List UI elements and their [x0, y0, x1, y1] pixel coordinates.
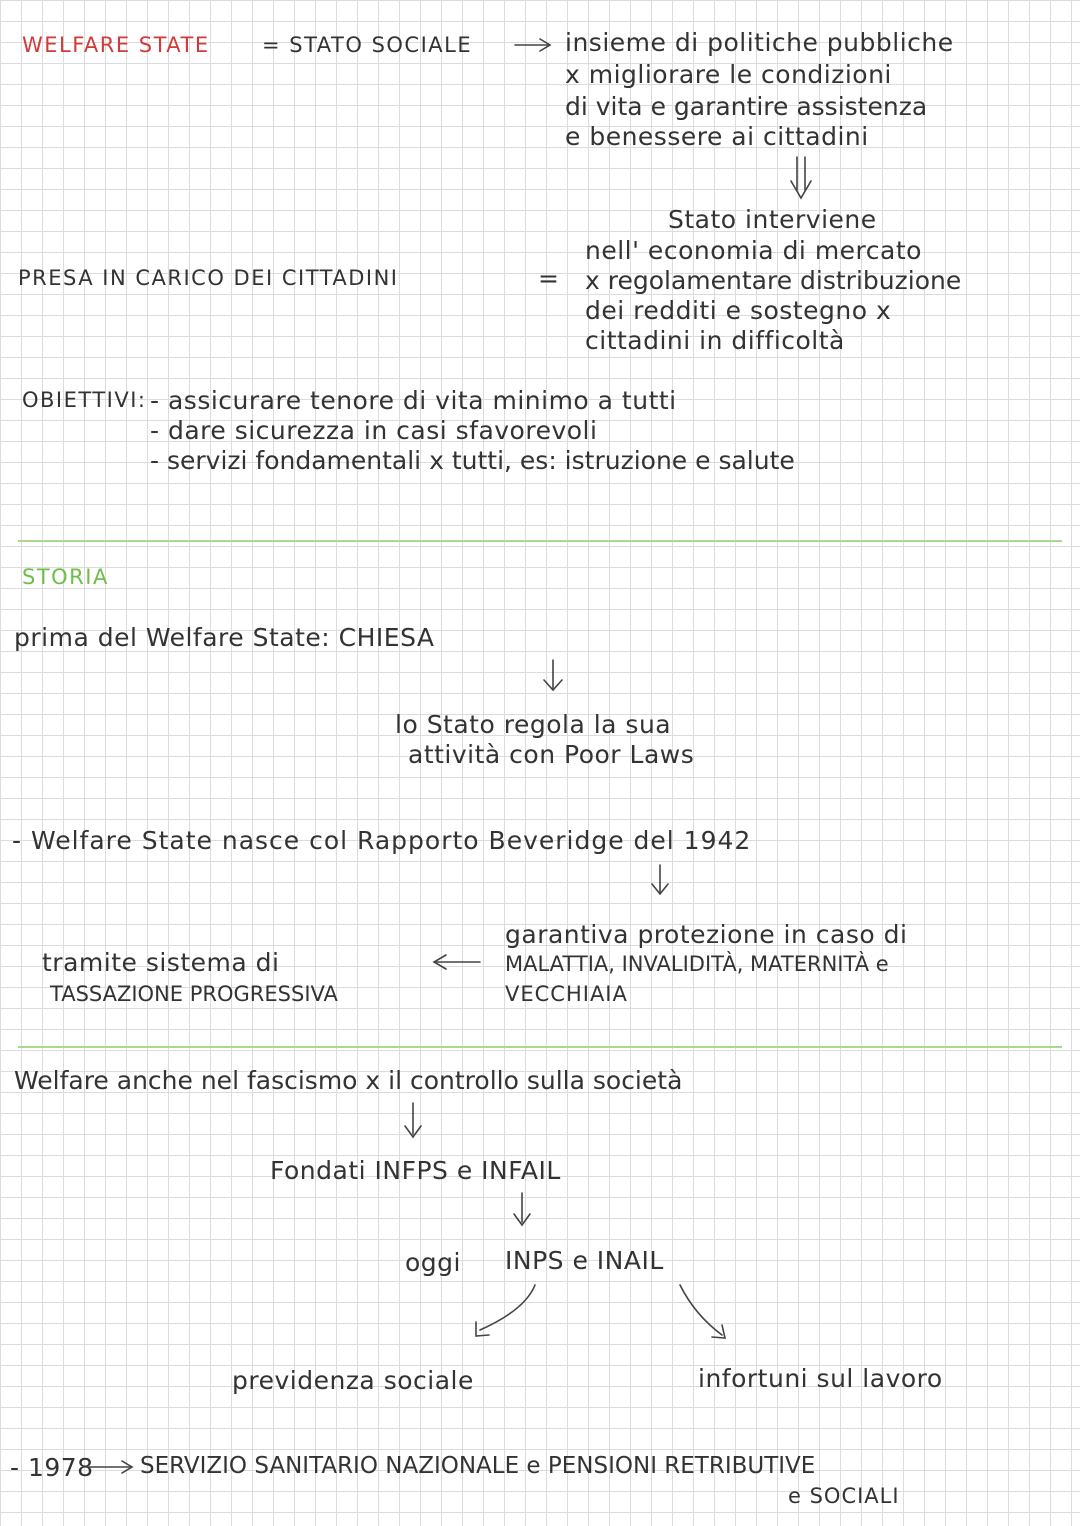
arrow-down-beveridge — [652, 865, 668, 894]
arrow-to-infortuni — [680, 1285, 725, 1338]
storia-heading: STORIA — [22, 565, 109, 589]
definition-line-4: e benessere ai cittadini — [565, 122, 869, 151]
left-branch: previdenza sociale — [232, 1366, 474, 1395]
objectives-label: OBIETTIVI: — [22, 388, 147, 412]
title-welfare-state: WELFARE STATE — [22, 33, 210, 57]
before-welfare: prima del Welfare State: CHIESA — [14, 623, 435, 652]
arrow-left-taxation — [434, 955, 480, 969]
definition-line-2: x migliorare le condizioni — [565, 60, 892, 89]
protection-line-1: garantiva protezione in caso di — [505, 920, 908, 949]
today-institutes: INPS e INAIL — [505, 1246, 664, 1275]
arrow-down-founded — [514, 1193, 530, 1225]
arrow-to-previdenza — [476, 1285, 535, 1336]
arrow-down-fascismo — [405, 1103, 421, 1137]
protection-line-2: MALATTIA, INVALIDITÀ, MATERNITÀ e — [505, 952, 889, 976]
objective-3: - servizi fondamentali x tutti, es: istruzione e salute — [150, 446, 795, 475]
divider-2 — [18, 1046, 1062, 1048]
intervention-line-2: nell' economia di mercato — [585, 236, 922, 265]
presa-in-carico-label: PRESA IN CARICO DEI CITTADINI — [18, 266, 399, 290]
definition-line-1: insieme di politiche pubbliche — [565, 28, 954, 57]
arrow-down-chiesa — [544, 660, 562, 690]
equals-sign: = — [538, 264, 560, 293]
final-end: e SOCIALI — [788, 1484, 900, 1508]
arrow-1978 — [88, 1461, 132, 1473]
right-branch: infortuni sul lavoro — [698, 1364, 943, 1393]
final-prefix: - 1978 — [10, 1453, 94, 1482]
founded-line: Fondati INFPS e INFAIL — [270, 1156, 561, 1185]
intervention-line-4: dei redditi e sostegno x — [585, 296, 892, 325]
definition-line-3: di vita e garantire assistenza — [565, 92, 928, 121]
double-arrow-down-icon — [791, 157, 811, 198]
beveridge-line: - Welfare State nasce col Rapporto Beveridge del 1942 — [12, 826, 752, 855]
intervention-line-5: cittadini in difficoltà — [585, 326, 845, 355]
today-label: oggi — [405, 1248, 461, 1277]
poor-laws-line-2: attività con Poor Laws — [408, 740, 695, 769]
final-text: SERVIZIO SANITARIO NAZIONALE e PENSIONI RETRIBUTIVE — [140, 1453, 816, 1479]
poor-laws-line-1: lo Stato regola la sua — [395, 710, 672, 739]
protection-line-3: VECCHIAIA — [505, 982, 628, 1006]
taxation-line-1: tramite sistema di — [42, 948, 280, 977]
intervention-line-3: x regolamentare distribuzione — [585, 266, 962, 295]
objective-2: - dare sicurezza in casi sfavorevoli — [150, 416, 598, 445]
title-stato-sociale: = STATO SOCIALE — [262, 33, 473, 57]
taxation-line-2: TASSAZIONE PROGRESSIVA — [50, 982, 338, 1006]
divider-1 — [18, 540, 1062, 542]
objective-1: - assicurare tenore di vita minimo a tutti — [150, 386, 677, 415]
fascismo-line: Welfare anche nel fascismo x il controllo sulla società — [14, 1066, 683, 1095]
arrow-stato-sociale — [515, 39, 550, 51]
intervention-line-1: Stato interviene — [668, 205, 877, 234]
